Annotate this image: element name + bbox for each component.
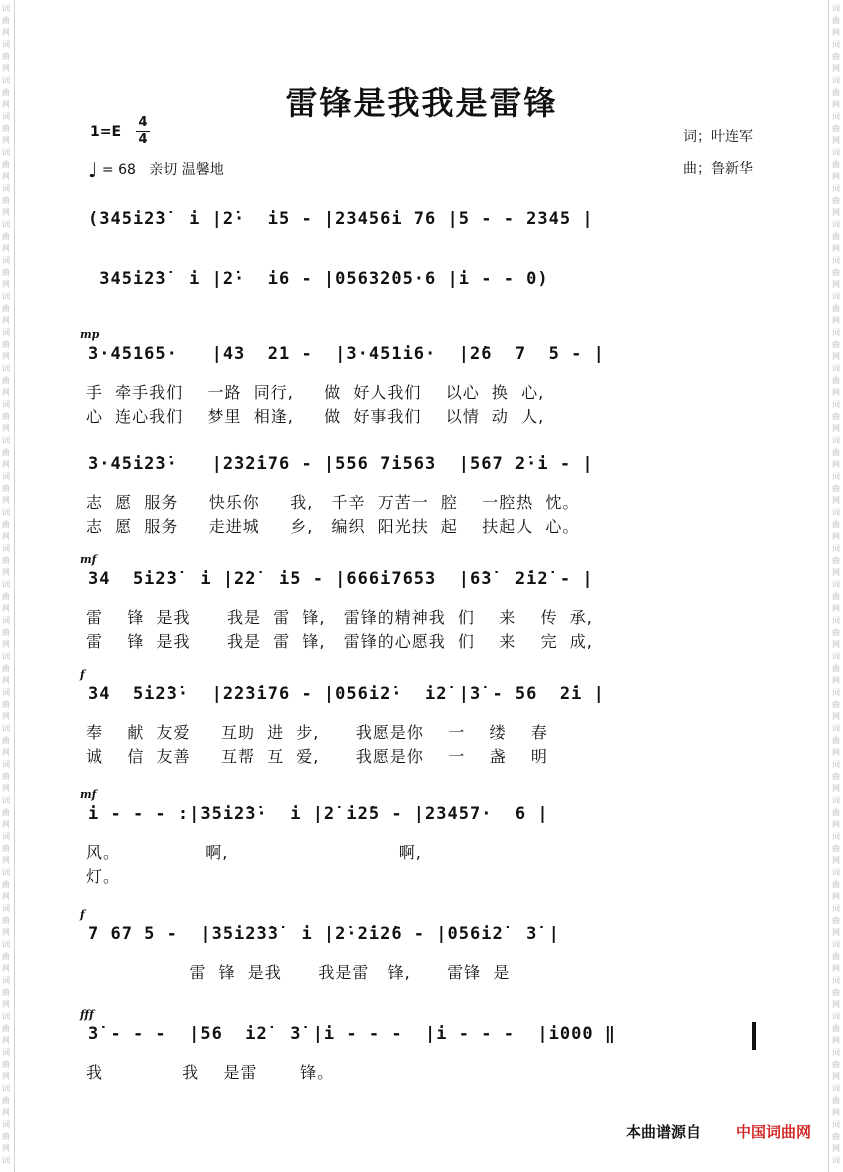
- watermark-glyph: 网: [2, 1000, 10, 1009]
- watermark-glyph: 词: [2, 364, 10, 373]
- tempo-marking: [88, 158, 224, 182]
- dynamic-marking: mp: [80, 328, 100, 341]
- watermark-glyph: 网: [2, 1144, 10, 1153]
- lyric-line: 诚 信 友善 互帮 互 爱, 我愿是你 一 盏 明: [86, 747, 548, 766]
- watermark-glyph: 词: [832, 364, 840, 373]
- watermark-glyph: 曲: [832, 16, 840, 25]
- lyric-line: 志 愿 服务 走进城 乡, 编织 阳光扶 起 扶起人 心。: [86, 517, 580, 536]
- watermark-glyph: 词: [832, 220, 840, 229]
- watermark-glyph: 网: [2, 712, 10, 721]
- watermark-glyph: 词: [832, 688, 840, 697]
- watermark-glyph: 词: [832, 184, 840, 193]
- watermark-glyph: 网: [832, 352, 840, 361]
- notation-line: 34 5i2̇3̇· |2̇2̇3̇i76 - |056i2̇· i2̇ |3̇ - 56 2̇i |: [88, 684, 605, 704]
- watermark-glyph: 词: [2, 220, 10, 229]
- watermark-glyph: 词: [832, 40, 840, 49]
- watermark-glyph: 曲: [832, 1024, 840, 1033]
- watermark-glyph: 网: [832, 640, 840, 649]
- watermark-glyph: 词: [832, 652, 840, 661]
- watermark-glyph: 曲: [2, 88, 10, 97]
- notation-line: (345i2̇3̇ i |2̇· i5 - |23456i 76 |5 - - 2345 |: [88, 209, 594, 229]
- watermark-glyph: 曲: [2, 1132, 10, 1141]
- watermark-glyph: 词: [2, 400, 10, 409]
- footer-source-label: 本曲谱源自: [625, 1123, 701, 1141]
- watermark-glyph: 词: [832, 256, 840, 265]
- watermark-glyph: 词: [2, 328, 10, 337]
- watermark-glyph: 网: [2, 1072, 10, 1081]
- key-signature: 1=E: [90, 124, 122, 140]
- watermark-glyph: 曲: [832, 340, 840, 349]
- watermark-glyph: 词: [2, 868, 10, 877]
- watermark-glyph: 曲: [2, 124, 10, 133]
- watermark-glyph: 词: [2, 544, 10, 553]
- watermark-glyph: 曲: [2, 772, 10, 781]
- watermark-glyph: 曲: [832, 1132, 840, 1141]
- watermark-glyph: 曲: [2, 1096, 10, 1105]
- watermark-glyph: 曲: [2, 556, 10, 565]
- watermark-glyph: 网: [832, 676, 840, 685]
- watermark-glyph: 曲: [2, 196, 10, 205]
- watermark-glyph: 网: [2, 244, 10, 253]
- watermark-glyph: 曲: [2, 484, 10, 493]
- watermark-glyph: 曲: [2, 1024, 10, 1033]
- watermark-glyph: 词: [832, 580, 840, 589]
- watermark-glyph: 网: [2, 424, 10, 433]
- watermark-glyph: 曲: [2, 988, 10, 997]
- watermark-glyph: 曲: [832, 376, 840, 385]
- watermark-glyph: 网: [832, 748, 840, 757]
- watermark-glyph: 曲: [2, 160, 10, 169]
- tempo-expression: 亲切 温馨地: [149, 162, 224, 178]
- watermark-glyph: 网: [832, 100, 840, 109]
- watermark-glyph: 网: [832, 712, 840, 721]
- watermark-glyph: 网: [2, 64, 10, 73]
- watermark-glyph: 网: [832, 244, 840, 253]
- watermark-glyph: 曲: [832, 628, 840, 637]
- lyric-line: 志 愿 服务 快乐你 我, 千辛 万苦一 腔 一腔热 忱。: [86, 493, 580, 512]
- watermark-glyph: 网: [2, 856, 10, 865]
- watermark-glyph: 词: [2, 904, 10, 913]
- watermark-glyph: 曲: [2, 736, 10, 745]
- watermark-glyph: 曲: [832, 52, 840, 61]
- watermark-glyph: 词: [832, 1012, 840, 1021]
- watermark-glyph: 曲: [832, 268, 840, 277]
- watermark-glyph: 网: [832, 388, 840, 397]
- watermark-glyph: 网: [832, 568, 840, 577]
- final-barline: [752, 1022, 756, 1050]
- watermark-glyph: 词: [832, 1084, 840, 1093]
- quarter-note-icon: ♩: [88, 158, 98, 182]
- time-signature-bottom: 4: [138, 132, 148, 147]
- watermark-glyph: 词: [832, 1120, 840, 1129]
- watermark-glyph: 网: [832, 1000, 840, 1009]
- watermark-glyph: 曲: [2, 952, 10, 961]
- watermark-glyph: 网: [832, 1072, 840, 1081]
- lyricist-credit: 词；叶连军: [683, 129, 753, 145]
- watermark-glyph: 曲: [832, 700, 840, 709]
- dynamic-marking: mf: [80, 553, 97, 566]
- watermark-glyph: 曲: [2, 448, 10, 457]
- watermark-glyph: 网: [2, 604, 10, 613]
- lyric-line: 雷 锋 是我 我是 雷 锋, 雷锋的心愿我 们 来 完 成,: [86, 632, 593, 651]
- lyric-line: 雷 锋 是我 我是雷 锋, 雷锋 是: [86, 963, 511, 982]
- dynamic-marking: mf: [80, 788, 97, 801]
- watermark-glyph: 网: [832, 928, 840, 937]
- watermark-glyph: 曲: [832, 448, 840, 457]
- watermark-glyph: 曲: [2, 664, 10, 673]
- watermark-glyph: 网: [2, 640, 10, 649]
- watermark-glyph: 词: [2, 1120, 10, 1129]
- watermark-glyph: 曲: [832, 556, 840, 565]
- watermark-glyph: 网: [2, 28, 10, 37]
- watermark-glyph: 词: [2, 724, 10, 733]
- watermark-glyph: 曲: [2, 1060, 10, 1069]
- lyric-line: 手 牵手我们 一路 同行, 做 好人我们 以心 换 心,: [86, 383, 545, 402]
- watermark-glyph: 曲: [832, 880, 840, 889]
- watermark-glyph: 网: [2, 784, 10, 793]
- watermark-glyph: 词: [2, 76, 10, 85]
- watermark-glyph: 曲: [832, 916, 840, 925]
- watermark-glyph: 网: [2, 496, 10, 505]
- watermark-glyph: 词: [2, 1048, 10, 1057]
- watermark-glyph: 网: [832, 1108, 840, 1117]
- watermark-glyph: 曲: [832, 520, 840, 529]
- dynamic-marking: f: [80, 908, 85, 921]
- watermark-glyph: 词: [2, 796, 10, 805]
- watermark-glyph: 词: [832, 832, 840, 841]
- watermark-glyph: 词: [2, 292, 10, 301]
- watermark-glyph: 词: [2, 580, 10, 589]
- watermark-glyph: 曲: [832, 592, 840, 601]
- watermark-glyph: 曲: [832, 952, 840, 961]
- watermark-glyph: 曲: [2, 16, 10, 25]
- watermark-glyph: 网: [832, 424, 840, 433]
- watermark-glyph: 曲: [832, 124, 840, 133]
- tempo-value: = 68: [101, 162, 136, 178]
- watermark-glyph: 词: [2, 652, 10, 661]
- watermark-glyph: 词: [832, 1156, 840, 1165]
- watermark-glyph: 网: [2, 460, 10, 469]
- watermark-glyph: 曲: [2, 844, 10, 853]
- watermark-glyph: 曲: [832, 736, 840, 745]
- watermark-glyph: 词: [832, 796, 840, 805]
- watermark-glyph: 词: [832, 76, 840, 85]
- watermark-glyph: 曲: [832, 844, 840, 853]
- lyric-line: 风。 啊, 啊,: [86, 843, 422, 862]
- dynamic-marking: fff: [80, 1008, 94, 1021]
- watermark-glyph: 词: [832, 904, 840, 913]
- watermark-glyph: 网: [2, 892, 10, 901]
- watermark-glyph: 曲: [2, 268, 10, 277]
- notation-line: 3·45i2̇3̇· |2̇3̇2̇i76 - |556 7i563 |567 2̇·i - |: [88, 454, 594, 474]
- watermark-glyph: 网: [2, 316, 10, 325]
- notation-line: 3·45165· |43 21 - |3·451i6· |2̇6 7 5 - |: [88, 344, 605, 364]
- watermark-glyph: 词: [2, 616, 10, 625]
- lyric-line: 心 连心我们 梦里 相逢, 做 好事我们 以情 动 人,: [86, 407, 545, 426]
- watermark-glyph: 词: [2, 940, 10, 949]
- lyric-line: 奉 献 友爱 互助 进 步, 我愿是你 一 缕 春: [86, 723, 548, 742]
- watermark-glyph: 词: [2, 256, 10, 265]
- watermark-glyph: 曲: [832, 196, 840, 205]
- watermark-glyph: 词: [2, 508, 10, 517]
- watermark-glyph: 曲: [832, 160, 840, 169]
- watermark-glyph: 网: [832, 820, 840, 829]
- watermark-glyph: 词: [832, 472, 840, 481]
- watermark-glyph: 曲: [2, 628, 10, 637]
- notation-line: 7 67 5 - |35i2̇3̇3̇ i |2̇·2̇i2̇6 - |056i2̇ 3̇ |: [88, 924, 560, 944]
- watermark-glyph: 词: [832, 760, 840, 769]
- watermark-glyph: 词: [2, 148, 10, 157]
- watermark-glyph: 网: [832, 604, 840, 613]
- watermark-glyph: 曲: [832, 988, 840, 997]
- watermark-glyph: 词: [832, 940, 840, 949]
- watermark-glyph: 曲: [832, 772, 840, 781]
- watermark-glyph: 网: [832, 64, 840, 73]
- watermark-glyph: 词: [2, 184, 10, 193]
- watermark-glyph: 词: [2, 1012, 10, 1021]
- watermark-glyph: 曲: [2, 412, 10, 421]
- watermark-glyph: 词: [832, 112, 840, 121]
- watermark-glyph: 曲: [832, 232, 840, 241]
- left-margin-watermark: [0, 0, 15, 1172]
- watermark-glyph: 网: [2, 532, 10, 541]
- watermark-glyph: 词: [832, 616, 840, 625]
- watermark-glyph: 词: [2, 112, 10, 121]
- watermark-glyph: 网: [2, 964, 10, 973]
- watermark-glyph: 曲: [2, 700, 10, 709]
- lyric-line: 雷 锋 是我 我是 雷 锋, 雷锋的精神我 们 来 传 承,: [86, 608, 593, 627]
- watermark-glyph: 词: [832, 436, 840, 445]
- watermark-glyph: 曲: [832, 484, 840, 493]
- watermark-glyph: 曲: [832, 304, 840, 313]
- song-title: 雷锋是我我是雷锋: [285, 84, 558, 122]
- watermark-glyph: 曲: [2, 304, 10, 313]
- watermark-glyph: 词: [832, 724, 840, 733]
- watermark-glyph: 网: [832, 460, 840, 469]
- watermark-glyph: 网: [2, 820, 10, 829]
- watermark-glyph: 网: [2, 1036, 10, 1045]
- watermark-glyph: 网: [2, 676, 10, 685]
- watermark-glyph: 词: [2, 1084, 10, 1093]
- watermark-glyph: 网: [832, 496, 840, 505]
- watermark-glyph: 网: [2, 748, 10, 757]
- watermark-glyph: 网: [2, 100, 10, 109]
- watermark-glyph: 网: [2, 280, 10, 289]
- watermark-glyph: 网: [2, 352, 10, 361]
- lyric-line: 我 我 是雷 锋。: [86, 1063, 335, 1082]
- watermark-glyph: 网: [832, 1144, 840, 1153]
- watermark-glyph: 词: [832, 400, 840, 409]
- watermark-glyph: 曲: [2, 592, 10, 601]
- watermark-glyph: 曲: [832, 412, 840, 421]
- watermark-glyph: 词: [2, 688, 10, 697]
- notation-line: 34 5i2̇3̇ i |2̇2̇ i5 - |666i7653 |6̇3̇ 2̇i2̇ - |: [88, 569, 594, 589]
- watermark-glyph: 词: [2, 4, 10, 13]
- lyric-line: 灯。: [86, 867, 121, 886]
- notation-line: 3̇ - - - |56 i2̇ 3̇ |i - - - |i - - - |i000 ‖: [88, 1024, 617, 1044]
- watermark-glyph: 网: [2, 568, 10, 577]
- watermark-glyph: 曲: [832, 664, 840, 673]
- watermark-glyph: 网: [832, 316, 840, 325]
- watermark-glyph: 词: [2, 832, 10, 841]
- watermark-glyph: 词: [832, 1048, 840, 1057]
- watermark-glyph: 曲: [832, 1060, 840, 1069]
- watermark-glyph: 网: [2, 136, 10, 145]
- watermark-glyph: 曲: [2, 520, 10, 529]
- watermark-glyph: 词: [832, 148, 840, 157]
- watermark-glyph: 网: [832, 208, 840, 217]
- watermark-glyph: 网: [832, 856, 840, 865]
- watermark-glyph: 曲: [2, 880, 10, 889]
- watermark-glyph: 曲: [832, 808, 840, 817]
- watermark-glyph: 曲: [832, 1096, 840, 1105]
- watermark-glyph: 网: [832, 892, 840, 901]
- watermark-glyph: 词: [2, 760, 10, 769]
- time-signature: [136, 116, 150, 147]
- watermark-glyph: 网: [2, 388, 10, 397]
- watermark-glyph: 网: [832, 532, 840, 541]
- watermark-glyph: 网: [832, 28, 840, 37]
- watermark-glyph: 词: [832, 976, 840, 985]
- watermark-glyph: 网: [832, 1036, 840, 1045]
- footer-site-name: 中国词曲网: [735, 1123, 811, 1141]
- watermark-glyph: 曲: [2, 52, 10, 61]
- dynamic-marking: f: [80, 668, 85, 681]
- watermark-glyph: 网: [832, 964, 840, 973]
- watermark-glyph: 网: [832, 136, 840, 145]
- notation-line: 345i2̇3̇ i |2̇· i6 - |0563̇2̇05·6 |i - - 0): [88, 269, 560, 289]
- watermark-glyph: 网: [2, 1108, 10, 1117]
- watermark-glyph: 曲: [2, 916, 10, 925]
- watermark-glyph: 词: [832, 328, 840, 337]
- watermark-glyph: 网: [2, 208, 10, 217]
- watermark-glyph: 曲: [2, 376, 10, 385]
- watermark-glyph: 网: [832, 784, 840, 793]
- watermark-glyph: 词: [2, 472, 10, 481]
- watermark-glyph: 曲: [2, 808, 10, 817]
- time-signature-top: 4: [138, 115, 148, 130]
- right-margin-watermark: [828, 0, 843, 1172]
- watermark-glyph: 词: [832, 868, 840, 877]
- watermark-glyph: 词: [2, 1156, 10, 1165]
- watermark-glyph: 网: [832, 280, 840, 289]
- watermark-glyph: 网: [832, 172, 840, 181]
- watermark-glyph: 词: [832, 508, 840, 517]
- watermark-glyph: 网: [2, 172, 10, 181]
- watermark-glyph: 词: [2, 436, 10, 445]
- watermark-glyph: 词: [2, 40, 10, 49]
- watermark-glyph: 词: [832, 292, 840, 301]
- composer-credit: 曲；鲁新华: [683, 161, 753, 177]
- watermark-glyph: 曲: [832, 88, 840, 97]
- watermark-glyph: 曲: [2, 340, 10, 349]
- watermark-glyph: 词: [832, 544, 840, 553]
- watermark-glyph: 曲: [2, 232, 10, 241]
- notation-line: i - - - :|35i2̇3̇· i |2̇ i2̇5 - |23457· 6 |: [88, 804, 549, 824]
- watermark-glyph: 网: [2, 928, 10, 937]
- watermark-glyph: 词: [2, 976, 10, 985]
- watermark-glyph: 词: [832, 4, 840, 13]
